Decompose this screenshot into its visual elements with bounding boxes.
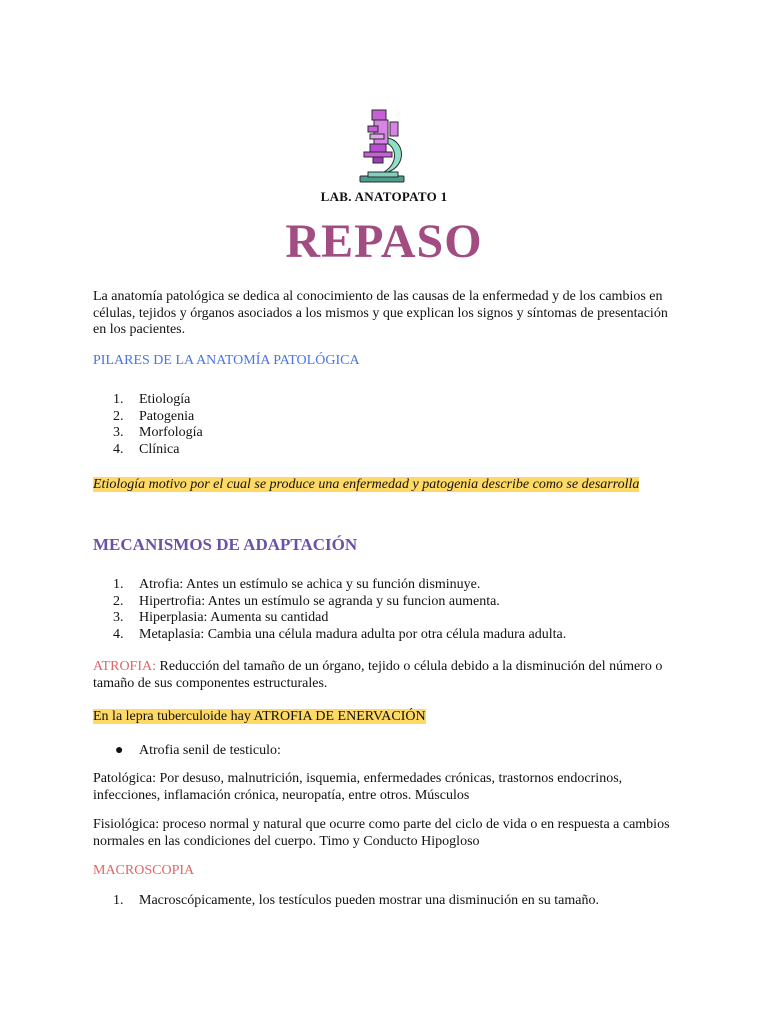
list-item: 1. Atrofia: Antes un estímulo se achica y su función disminuye. — [113, 577, 481, 592]
list-item: 4. Clínica — [113, 441, 180, 457]
mecanismos-heading: MECANISMOS DE ADAPTACIÓN — [93, 535, 358, 554]
list-item: 3. Morfología — [113, 425, 203, 441]
macroscopia-heading: MACROSCOPIA — [93, 863, 195, 878]
lepra-note — [93, 709, 683, 726]
atrofia-label: ATROFIA: — [93, 659, 157, 674]
list-item: 1. Etiología — [113, 392, 191, 407]
atrofia-definition — [93, 659, 683, 692]
patologica-paragraph: Patológica: Por desuso, malnutrición, isquemia, enfermedades crónicas, trastornos endocrinos, infecciones, inflamación crónica, neuropatía, entre otros. Músculos — [93, 771, 623, 803]
list-item: ● Atrofia senil de testiculo: — [115, 743, 281, 758]
bullet-icon: ● — [115, 743, 124, 758]
atrofia-text: Reducción del tamaño de un órgano, tejido o célula debido a la disminución del número o tamaño de sus componentes estructurales. — [93, 659, 663, 691]
page-title: REPASO — [285, 215, 483, 268]
intro-paragraph: La anatomía patológica se dedica al conocimiento de las causas de la enfermedad y de los cambios en células, tejidos y órganos asociados a los mismos y que explican los signos y síntomas de presentación en los pacientes. — [93, 289, 668, 337]
etiologia-note — [93, 473, 653, 497]
pilares-list — [93, 392, 203, 458]
pilares-heading: PILARES DE LA ANATOMÍA PATOLÓGICA — [93, 353, 360, 368]
list-item: 2. Hipertrofia: Antes un estímulo se agranda y su funcion aumenta. — [113, 593, 500, 609]
atrofia-bullets — [93, 743, 281, 760]
microscope-icon — [354, 108, 410, 184]
macroscopia-list — [93, 893, 599, 910]
list-item: 2. Patogenia — [113, 408, 195, 424]
highlighted-note: En la lepra tuberculoide hay ATROFIA DE ENERVACIÓN — [93, 709, 426, 724]
lab-subtitle: LAB. ANATOPATO 1 — [320, 189, 448, 204]
list-item: 3. Hiperplasia: Aumenta su cantidad — [113, 610, 329, 626]
highlighted-note: Etiología motivo por el cual se produce una enfermedad y patogenia describe como se desarrolla — [93, 477, 640, 492]
mecanismos-list — [93, 577, 566, 643]
list-item: 1. Macroscópicamente, los testículos pueden mostrar una disminución en su tamaño. — [113, 893, 599, 908]
list-item: 4. Metaplasia: Cambia una célula madura adulta por otra célula madura adulta. — [113, 626, 567, 642]
fisiologica-paragraph: Fisiológica: proceso normal y natural que ocurre como parte del ciclo de vida o en respuesta a cambios normales en las condiciones del cuerpo. Timo y Conducto Hipogloso — [93, 817, 670, 849]
